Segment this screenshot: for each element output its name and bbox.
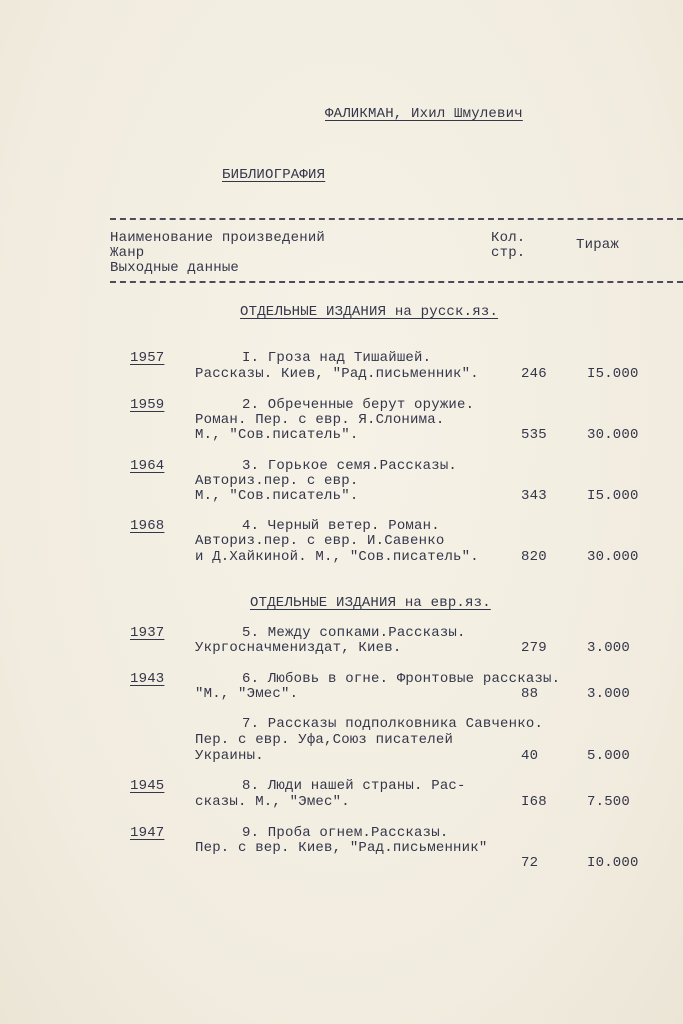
entry-print-run: I0.000 <box>587 855 639 871</box>
entry-line: 3. Горькое семя.Рассказы. <box>242 458 458 474</box>
entry-year: 1943 <box>130 671 165 687</box>
entry-line: М., "Сов.писатель". <box>195 427 359 443</box>
entry-line: сказы. М., "Эмес". <box>195 794 350 810</box>
column-print-run: Тираж <box>576 237 620 253</box>
author-name: ФАЛИКМАН, Ихил Шмулевич <box>325 106 523 122</box>
entry-print-run: I5.000 <box>587 488 639 504</box>
entry-print-run: 5.000 <box>587 748 631 764</box>
entry-line: Авториз.пер. с евр. <box>195 473 359 489</box>
entry-line: и Д.Хайкиной. М., "Сов.писатель". <box>195 549 479 565</box>
entry-year: 1945 <box>130 778 165 794</box>
entry-year: 1959 <box>130 397 165 413</box>
entry-print-run: 30.000 <box>587 549 639 565</box>
entry-line: Рассказы. Киев, "Рад.письменник". <box>195 366 479 382</box>
entry-line: "М., "Эмес". <box>195 686 299 702</box>
entry-pages: 820 <box>521 549 547 565</box>
entry-year: 1957 <box>130 350 165 366</box>
section-yiddish: ОТДЕЛЬНЫЕ ИЗДАНИЯ на евр.яз. <box>250 595 491 611</box>
entry-print-run: 7.500 <box>587 794 631 810</box>
entry-line: Авториз.пер. с евр. И.Савенко <box>195 533 445 549</box>
entry-line: Пер. с вер. Киев, "Рад.письменник" <box>195 840 488 856</box>
entry-pages: 279 <box>521 640 547 656</box>
entry-pages: 72 <box>521 855 539 871</box>
entry-pages: I68 <box>521 794 547 810</box>
column-name-line1: Наименование произведений <box>110 230 326 246</box>
entry-print-run: 3.000 <box>587 686 631 702</box>
entry-year: 1947 <box>130 825 165 841</box>
entry-line: 9. Проба огнем.Рассказы. <box>242 825 449 841</box>
entry-pages: 535 <box>521 427 547 443</box>
header-divider-bottom <box>110 281 683 283</box>
entry-line: 5. Между сопками.Рассказы. <box>242 625 466 641</box>
column-name-line2: Жанр <box>110 245 145 261</box>
entry-print-run: 3.000 <box>587 640 631 656</box>
column-pages-line2: стр. <box>491 245 526 261</box>
column-pages-line1: Кол. <box>491 230 526 246</box>
entry-line: Роман. Пер. с евр. Я.Слонима. <box>195 412 445 428</box>
entry-line: 7. Рассказы подполковника Савченко. <box>242 716 544 732</box>
header-divider-top <box>110 218 683 220</box>
entry-year: 1968 <box>130 518 165 534</box>
entry-line: 4. Черный ветер. Роман. <box>242 518 440 534</box>
entry-line: Пер. с евр. Уфа,Союз писателей <box>195 732 454 748</box>
entry-line: 2. Обреченные берут оружие. <box>242 397 475 413</box>
entry-year: 1937 <box>130 625 165 641</box>
section-russian: ОТДЕЛЬНЫЕ ИЗДАНИЯ на русск.яз. <box>240 304 499 320</box>
entry-print-run: 30.000 <box>587 427 639 443</box>
entry-line: I. Гроза над Тишайшей. <box>242 350 432 366</box>
entry-pages: 343 <box>521 488 547 504</box>
column-name-line3: Выходные данные <box>110 260 240 276</box>
entry-line: 6. Любовь в огне. Фронтовые рассказы. <box>242 671 561 687</box>
entry-line: Укргосначмениздат, Киев. <box>195 640 402 656</box>
page-title: БИБЛИОГРАФИЯ <box>222 167 326 183</box>
entry-year: 1964 <box>130 458 165 474</box>
entry-pages: 40 <box>521 748 539 764</box>
entry-pages: 88 <box>521 686 539 702</box>
entry-print-run: I5.000 <box>587 366 639 382</box>
entry-line: 8. Люди нашей страны. Рас- <box>242 778 466 794</box>
entry-line: Украины. <box>195 748 264 764</box>
entry-pages: 246 <box>521 366 547 382</box>
entry-line: М., "Сов.писатель". <box>195 488 359 504</box>
